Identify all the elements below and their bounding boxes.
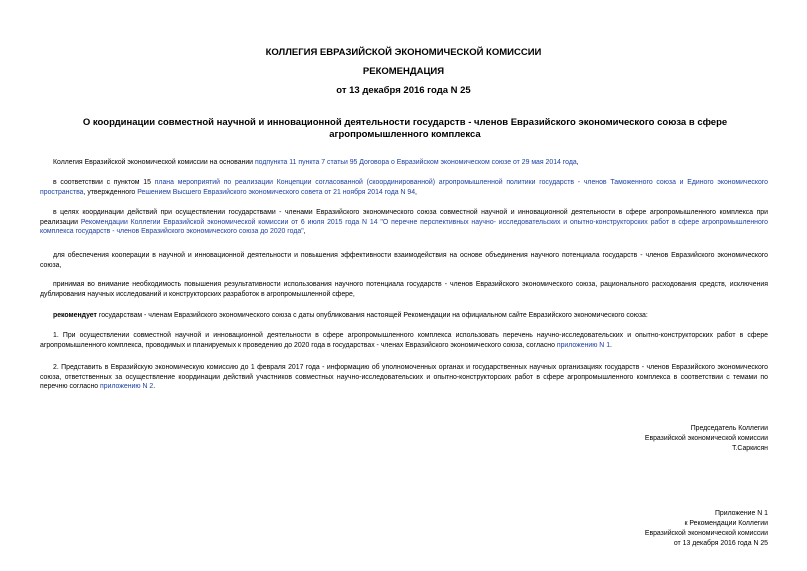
p6-text: государствам - членам Евразийского экономического союза с даты опубликования настоящей Рекомендации на официальном сайте Евразийского экономического союза: xyxy=(96,312,648,319)
p2-text-end: , xyxy=(415,188,417,196)
header-org: КОЛЛЕГИЯ ЕВРАЗИЙСКОЙ ЭКОНОМИЧЕСКОЙ КОМИССИИ xyxy=(265,47,542,58)
paragraph-7 xyxy=(40,331,768,350)
p6-bold: рекомендует xyxy=(53,312,97,319)
paragraph-4: для обеспечения кооперации в научной и инновационной деятельности и повышения эффективности взаимодействия на основе объединения научного потенциала государств - членов Евразийского экономического союза, xyxy=(40,252,768,269)
p2-text-mid: , утвержденного xyxy=(83,188,138,196)
paragraph-5: принимая во внимание необходимость повышения результативности использования научного потенциала государств - членов Евразийского экономического союза, рационального расходования средств, исключения дублирования научных исследований и конструкторских разработок в агропромышленной сфере, xyxy=(40,281,768,298)
p8-text-end: . xyxy=(153,383,156,391)
p3-link[interactable]: Рекомендации Коллегии Евразийской экономической комиссии от 6 июля 2015 года N 14 "О перечне перспективных научно- исследовательских и опытно-конструкторских работ в сфере агропромышленного комплекса государств - членов Евразийского экономического союза до 2020 года" xyxy=(40,218,769,236)
paragraph-3 xyxy=(40,208,768,237)
p3-text: в целях координации действий при осуществлении государствами - членами Евразийского экономического союза совместной научной и инновационной деятельности в сфере агропромышленного комплекса при реализации xyxy=(40,209,768,226)
appendix-line-2: к Рекомендации Коллегии xyxy=(684,520,768,527)
paragraph-8 xyxy=(40,363,768,392)
p3-text-end: , xyxy=(303,228,306,236)
appendix-line-4: от 13 декабря 2016 года N 25 xyxy=(673,540,768,547)
signature-line-1: Председатель Коллегии xyxy=(690,425,768,432)
p2-link-plan[interactable]: плана мероприятий по реализации Концепции согласованной (скоординированной) агропромышленной политики государств - членов Таможенного союза и Единого экономического пространства xyxy=(40,179,768,196)
signature-line-3: Т.Саркисян xyxy=(732,445,768,452)
paragraph-1 xyxy=(40,158,768,168)
p7-text-end: . xyxy=(610,341,612,349)
header-date: от 13 декабря 2016 года N 25 xyxy=(336,85,471,96)
p2-link-decision[interactable]: Решением Высшего Евразийского экономического совета от 21 ноября 2014 года N 94 xyxy=(137,188,416,196)
p1-text-end: , xyxy=(576,159,579,166)
appendix-line-1: Приложение N 1 xyxy=(714,510,768,517)
paragraph-6 xyxy=(40,311,768,321)
header-doctype: РЕКОМЕНДАЦИЯ xyxy=(362,66,445,77)
paragraph-2 xyxy=(40,178,768,197)
p8-link-appendix-2[interactable]: приложению N 2 xyxy=(100,383,154,391)
p8-text: 2. Представить в Евразийскую экономическую комиссию до 1 февраля 2017 года - информацию об уполномоченных органах и государственных научных организациях государств - членов Евразийского экономического союза, ответственных за осуществление координации действий участников совместных научно-исследовательских и опытно-конструкторских работ в сфере агропромышленного комплекса в соответствии с темами по перечню согласно xyxy=(40,364,768,391)
document-title: О координации совместной научной и инновационной деятельности государств - членов Евразийского экономического союза в сфере агропромышленного комплекса xyxy=(82,117,728,140)
p2-text: в соответствии с пунктом 15 xyxy=(53,179,155,186)
appendix-line-3: Евразийской экономической комиссии xyxy=(644,530,768,537)
p1-text: Коллегия Евразийской экономической комиссии на основании xyxy=(53,159,255,166)
signature-block xyxy=(468,424,768,454)
signature-line-2: Евразийской экономической комиссии xyxy=(644,435,768,442)
p7-link-appendix-1[interactable]: приложению N 1 xyxy=(556,341,611,349)
p1-link[interactable]: подпункта 11 пункта 7 статьи 95 Договора о Евразийском экономическом союзе от 29 мая 2014 года xyxy=(254,159,577,166)
appendix-block xyxy=(468,509,768,549)
p7-text: 1. При осуществлении совместной научной и инновационной деятельности в сфере агропромышленного комплекса использовать перечень научно-исследовательских и опытно-конструкторских работ в сфере агропромышленного комплекса, проводимых и планируемых к проведению до 2020 года в государствах - членах Евразийского экономического союза, согласно xyxy=(40,332,768,349)
